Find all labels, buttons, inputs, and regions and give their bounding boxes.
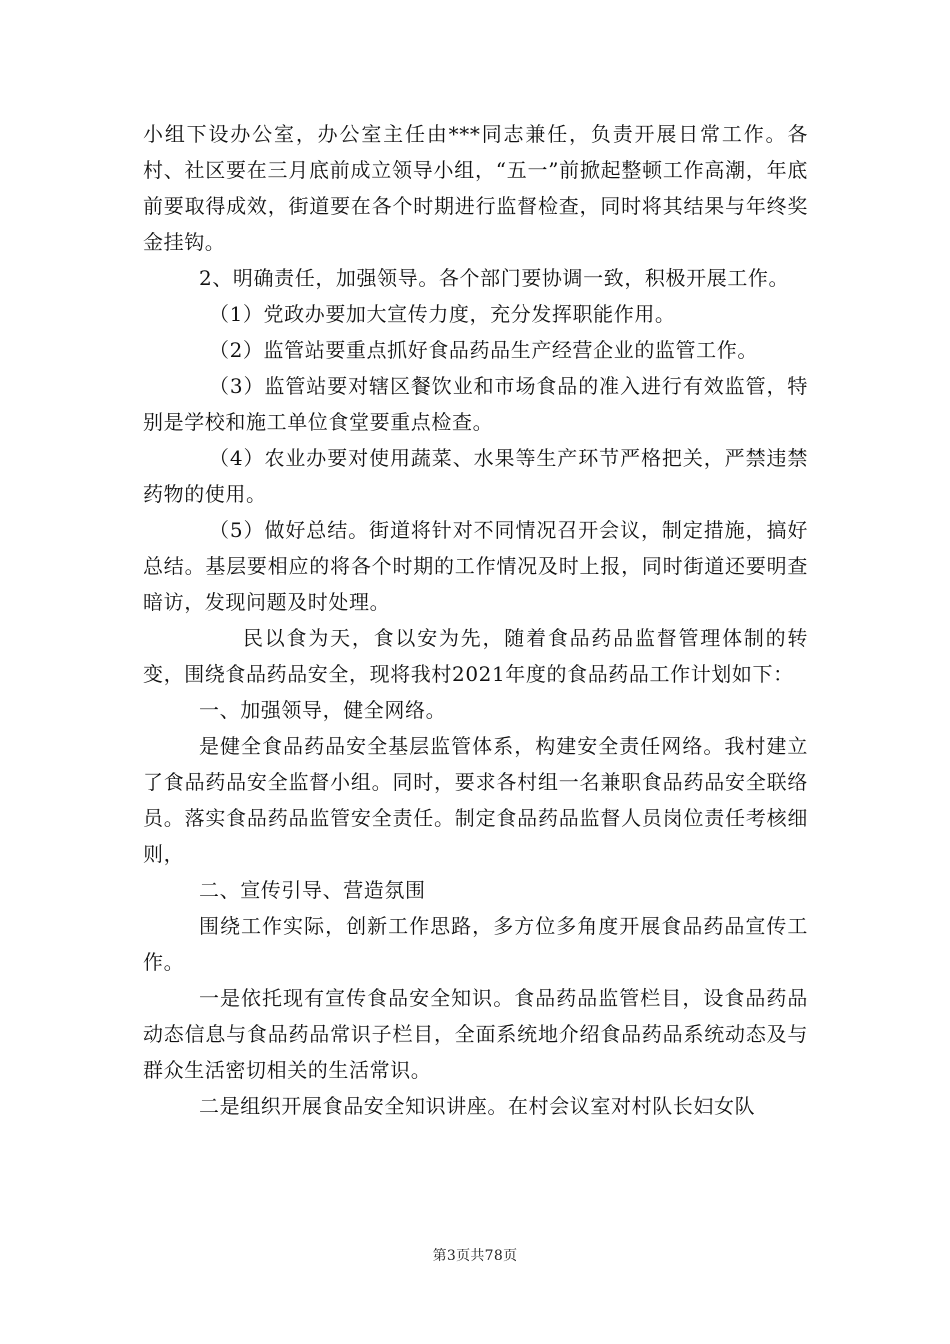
list-item-4: （4）农业办要对使用蔬菜、水果等生产环节严格把关，严禁违禁药物的使用。 — [143, 446, 808, 506]
paragraph-publicity: 围绕工作实际，创新工作思路，多方位多角度开展食品药品宣传工作。 — [143, 914, 808, 974]
paragraph-office-setup: 小组下设办公室，办公室主任由***同志兼任，负责开展日常工作。各村、社区要在三月底前成立领导小组，“五一”前掀起整顿工作高潮，年底前要取得成效，街道要在各个时期进行监督检查，同时将其结果与年终奖金挂钩。 — [143, 122, 808, 254]
paragraph-intro: 民以食为天，食以安为先，随着食品药品监督管理体制的转变，围绕食品药品安全，现将我村2021年度的食品药品工作计划如下： — [143, 626, 808, 686]
section-heading-2: 二、宣传引导、营造氛围 — [199, 878, 426, 902]
page-number: 第3页共78页 — [432, 1248, 518, 1264]
list-item-1: （1）党政办要加大宣传力度，充分发挥职能作用。 — [209, 302, 676, 326]
paragraph-responsibility: 2、明确责任，加强领导。各个部门要协调一致，积极开展工作。 — [199, 266, 790, 290]
list-item-2: （2）监管站要重点抓好食品药品生产经营企业的监管工作。 — [209, 338, 758, 362]
list-item-5: （5）做好总结。街道将针对不同情况召开会议，制定措施，搞好总结。基层要相应的将各个时期的工作情况及时上报，同时街道还要明查暗访，发现问题及时处理。 — [143, 518, 808, 614]
document-body — [143, 116, 808, 1124]
paragraph-point-one: 一是依托现有宣传食品安全知识。食品药品监管栏目，设食品药品动态信息与食品药品常识子栏目，全面系统地介绍食品药品系统动态及与群众生活密切相关的生活常识。 — [143, 986, 808, 1082]
list-item-3: （3）监管站要对辖区餐饮业和市场食品的准入进行有效监管，特别是学校和施工单位食堂要重点检查。 — [143, 374, 808, 434]
section-heading-1: 一、加强领导，健全网络。 — [199, 698, 447, 722]
paragraph-point-two: 二是组织开展食品安全知识讲座。在村会议室对村队长妇女队 — [199, 1094, 756, 1118]
paragraph-supervision: 是健全食品药品安全基层监管体系，构建安全责任网络。我村建立了食品药品安全监督小组。同时，要求各村组一名兼职食品药品安全联络员。落实食品药品监管安全责任。制定食品药品监督人员岗位责任考核细则， — [143, 734, 808, 866]
